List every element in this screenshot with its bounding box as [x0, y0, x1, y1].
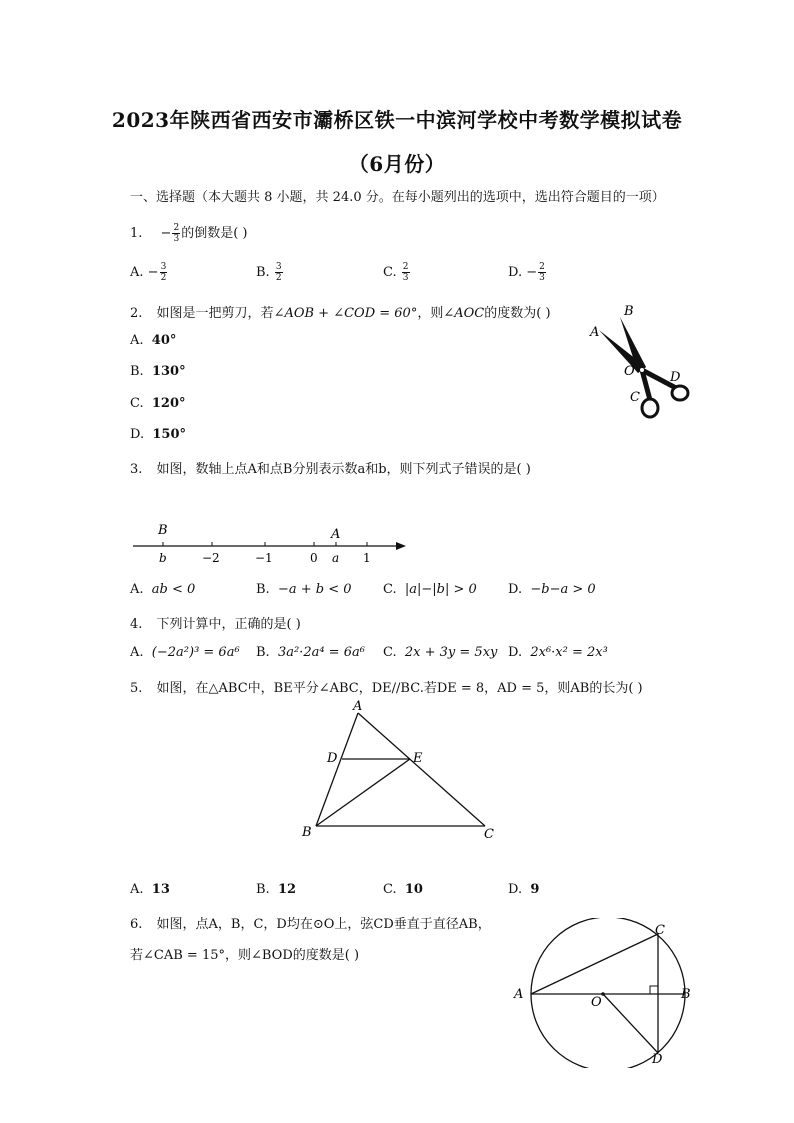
- question-stem: 下列计算中，正确的是( ): [156, 617, 301, 632]
- q2-option-c[interactable]: C. 120°: [130, 396, 186, 411]
- tick-label: 0: [310, 551, 318, 565]
- fig-label: E: [413, 751, 423, 766]
- question-6-line2: 若∠CAB = 15°，则∠BOD的度数是( ): [130, 948, 360, 963]
- circle-figure: [505, 918, 705, 1068]
- question-1: 1. − $\frac{2}{3}$ 的倒数是( ): [130, 223, 248, 244]
- paper-title-line2: （6月份）: [348, 152, 446, 176]
- question-number: 6.: [130, 917, 143, 932]
- question-number: 3.: [130, 462, 143, 477]
- right-angle-mark: [650, 986, 658, 994]
- q4-option-a[interactable]: A. (−2a²)³ = 6a⁶: [130, 645, 240, 660]
- fig-label: D: [670, 370, 681, 385]
- tick-label: −2: [202, 551, 220, 565]
- question-2: 2. 如图是一把剪刀，若∠AOB + ∠COD = 60°，则∠AOC的度数为( ): [130, 306, 551, 321]
- q5-option-d[interactable]: D. 9: [508, 882, 540, 897]
- q5-option-a[interactable]: A. 13: [130, 882, 170, 897]
- question-3: [130, 458, 531, 477]
- question-stem: 的倒数是( ): [181, 226, 248, 241]
- number-line-arrow-icon: [396, 542, 406, 550]
- q3-option-a[interactable]: A. ab < 0: [130, 582, 196, 597]
- point-label-b: B: [158, 523, 168, 538]
- q5-option-b[interactable]: B. 12: [256, 882, 297, 897]
- fig-label: A: [514, 987, 524, 1002]
- paper-title-line1: 2023年陕西省西安市灞桥区铁一中滨河学校中考数学模拟试卷: [111, 108, 683, 132]
- section-heading: 一、选择题（本大题共 8 小题，共 24.0 分。在每小题列出的选项中，选出符合题目的一项）: [130, 190, 665, 205]
- question-stem: 如图，在△ABC中，BE平分∠ABC，DE//BC.若DE = 8，AD = 5，则AB的长为( ): [156, 681, 643, 696]
- center-dot: [601, 992, 605, 996]
- tick-label: b: [159, 551, 167, 565]
- q1-option-a[interactable]: A. − $\frac{3}{2}$: [130, 262, 167, 283]
- q1-option-d[interactable]: D. − $\frac{2}{3}$: [508, 262, 545, 283]
- segment-be: [316, 759, 410, 826]
- q1-option-c[interactable]: C. $\frac{2}{3}$: [383, 262, 409, 283]
- q2-option-d[interactable]: D. 150°: [130, 427, 186, 442]
- q4-option-b[interactable]: B. 3a²·2a⁴ = 6a⁶: [256, 645, 365, 660]
- fig-label: A: [353, 699, 363, 714]
- scissors-handle-d: [672, 386, 688, 400]
- fig-label: A: [590, 325, 600, 340]
- q3-option-c[interactable]: C. |a|−|b| > 0: [383, 582, 477, 597]
- fig-label: C: [655, 923, 665, 938]
- scissors-handle-c: [642, 399, 658, 417]
- q3-option-d[interactable]: D. −b−a > 0: [508, 582, 596, 597]
- fig-label: D: [327, 751, 338, 766]
- question-number: 2.: [130, 306, 143, 321]
- question-5: [130, 677, 643, 696]
- tick-label: −1: [255, 551, 273, 565]
- point-label-a: A: [331, 527, 341, 542]
- question-4: [130, 613, 301, 632]
- question-stem-line1: 如图，点A，B，C，D均在⊙O上，弦CD垂直于直径AB，: [156, 917, 491, 932]
- tick-label: 1: [363, 551, 371, 565]
- side-ac: [358, 713, 485, 826]
- fig-label: B: [302, 825, 312, 840]
- question-6: [130, 913, 491, 932]
- scissors-figure: [580, 300, 700, 425]
- number-line-figure: [128, 518, 413, 568]
- fig-label: C: [484, 827, 494, 842]
- q5-option-c[interactable]: C. 10: [383, 882, 423, 897]
- fig-label: O: [591, 995, 602, 1010]
- question-number: 4.: [130, 617, 143, 632]
- question-stem: 如图，数轴上点A和点B分别表示数a和b，则下列式子错误的是( ): [156, 462, 531, 477]
- fig-label: B: [624, 304, 634, 319]
- tick-label: a: [332, 551, 340, 565]
- q1-option-b[interactable]: B. $\frac{3}{2}$: [256, 262, 282, 283]
- segment-od: [603, 994, 658, 1053]
- fig-label: C: [630, 390, 640, 405]
- fig-label: B: [681, 987, 691, 1002]
- q2-option-b[interactable]: B. 130°: [130, 364, 186, 379]
- question-number: 5.: [130, 681, 143, 696]
- fig-label: O: [624, 364, 635, 379]
- q3-option-b[interactable]: B. −a + b < 0: [256, 582, 352, 597]
- q2-option-a[interactable]: A. 40°: [130, 333, 177, 348]
- question-number: 1.: [130, 226, 143, 241]
- q4-option-d[interactable]: D. 2x⁶·x² = 2x³: [508, 645, 608, 660]
- side-ab: [316, 713, 358, 826]
- scissors-pivot: [640, 368, 644, 372]
- circle-o: [531, 918, 685, 1068]
- q4-option-c[interactable]: C. 2x + 3y = 5xy: [383, 645, 498, 660]
- fig-label: D: [652, 1052, 663, 1067]
- triangle-figure: [295, 696, 505, 844]
